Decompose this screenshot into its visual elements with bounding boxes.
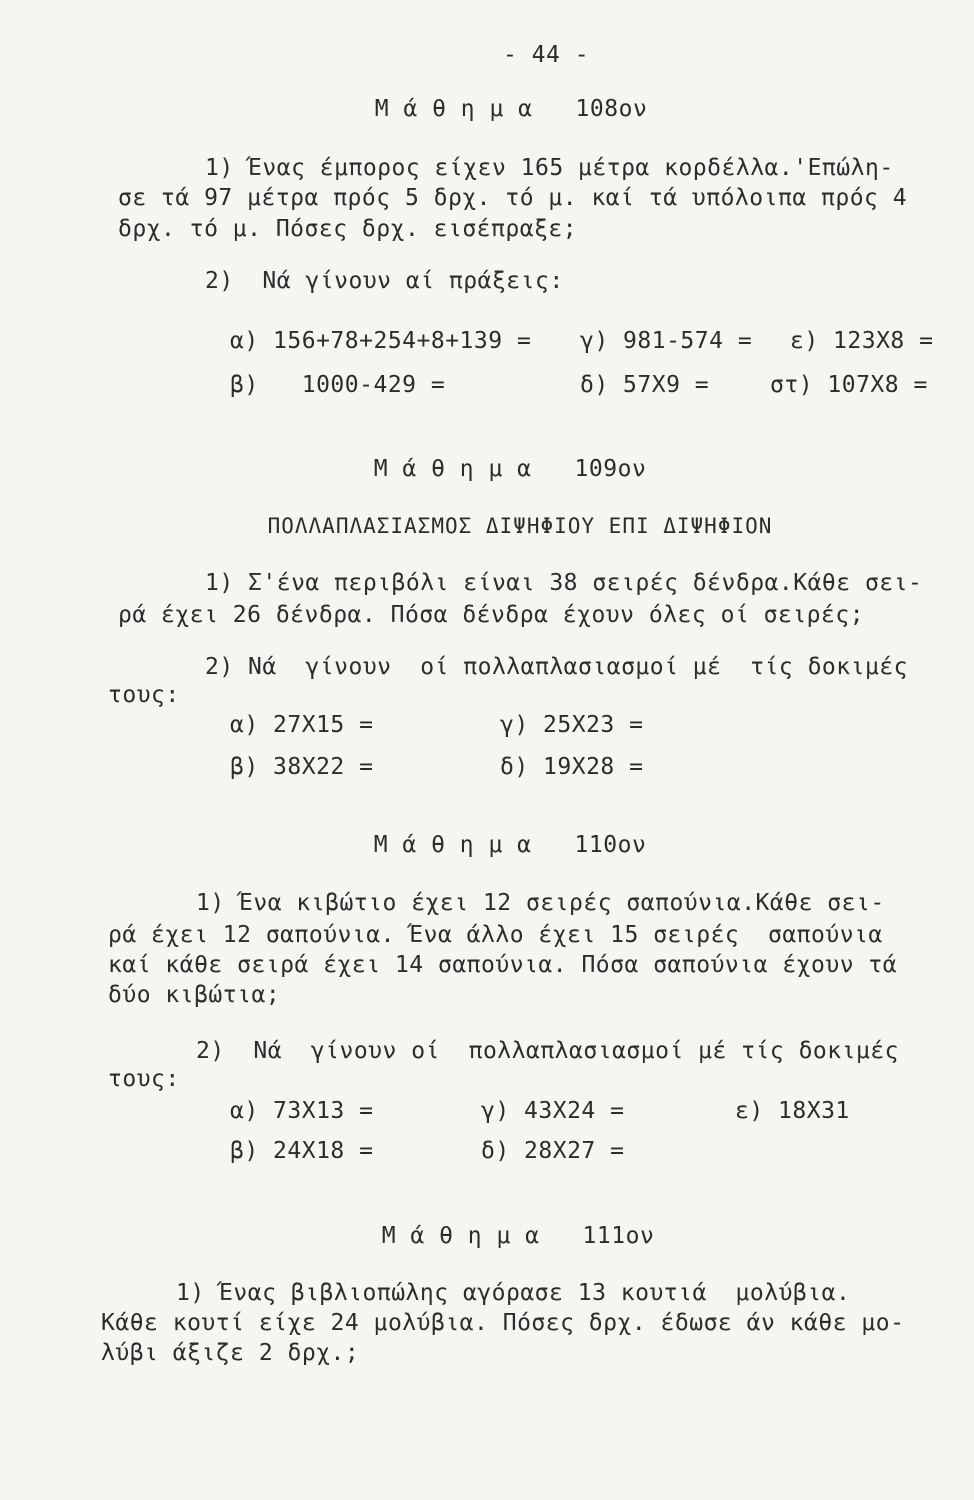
lesson-110-op-a: α) 73Χ13 =	[230, 1098, 374, 1124]
lesson-110-problem-2: 2) Νά γίνουν οί πολλαπλασιασμοί μέ τίς δοκιμές	[196, 1038, 900, 1064]
lesson-109-problem-1-line-1: 1) Σ'ένα περιβόλι είναι 38 σειρές δένδρα.Κάθε σει-	[205, 570, 923, 596]
lesson-108-title: Μ ά θ η μ α 108ον	[374, 96, 648, 122]
lesson-110-op-e: ε) 18Χ31	[735, 1098, 850, 1124]
lesson-110-problem-1-line-1: 1) Ένα κιβώτιο έχει 12 σειρές σαπούνια.Κάθε σει-	[196, 890, 885, 916]
lesson-109-op-a: α) 27Χ15 =	[230, 712, 374, 738]
lesson-109-title: Μ ά θ η μ α 109ον	[373, 456, 647, 482]
lesson-110-op-b: β) 24Χ18 =	[230, 1138, 374, 1164]
lesson-110-problem-2-tail: τους:	[108, 1066, 180, 1092]
lesson-110-title: Μ ά θ η μ α 110ον	[373, 832, 647, 858]
lesson-108-problem-1-line-1: 1) Ένας έμπορος είχεν 165 μέτρα κορδέλλα.'Επώλη-	[205, 155, 894, 181]
lesson-109-problem-2: 2) Νά γίνουν οί πολλαπλασιασμοί μέ τίς δοκιμές	[205, 654, 909, 680]
lesson-110-problem-1-line-2: ρά έχει 12 σαπούνια. Ένα άλλο έχει 15 σειρές σαπούνια	[108, 922, 883, 948]
lesson-109-subtitle: ΠΟΛΛΑΠΛΑΣΙΑΣΜΟΣ ΔΙΨΗΦΙΟΥ ΕΠΙ ΔΙΨΗΦΙΟΝ	[267, 514, 773, 538]
lesson-110-op-g: γ) 43Χ24 =	[481, 1098, 625, 1124]
lesson-111-problem-1-line-2: Κάθε κουτί είχε 24 μολύβια. Πόσες δρχ. έδωσε άν κάθε μο-	[101, 1310, 905, 1336]
lesson-108-op-e: ε) 123Χ8 =	[790, 328, 934, 354]
page-number: - 44 -	[502, 42, 590, 68]
lesson-108-op-a: α) 156+78+254+8+139 =	[230, 328, 532, 354]
lesson-108-op-b: β) 1000-429 =	[230, 372, 446, 398]
lesson-110-problem-1-line-4: δύο κιβώτια;	[108, 982, 281, 1008]
lesson-111-title: Μ ά θ η μ α 111ον	[381, 1223, 655, 1249]
lesson-108-op-st: στ) 107Χ8 =	[770, 372, 928, 398]
lesson-111-problem-1-line-3: λύβι άξιζε 2 δρχ.;	[101, 1340, 360, 1366]
lesson-108-op-g: γ) 981-574 =	[580, 328, 753, 354]
lesson-109-op-d: δ) 19Χ28 =	[500, 754, 644, 780]
lesson-108-op-d: δ) 57Χ9 =	[580, 372, 710, 398]
lesson-111-problem-1-line-1: 1) Ένας βιβλιοπώλης αγόρασε 13 κουτιά μολύβια.	[176, 1280, 851, 1306]
lesson-109-problem-2-tail: τους:	[108, 682, 180, 708]
lesson-108-problem-1-line-3: δρχ. τό μ. Πόσες δρχ. εισέπραξε;	[118, 216, 578, 242]
lesson-109-op-g: γ) 25Χ23 =	[500, 712, 644, 738]
lesson-110-op-d: δ) 28Χ27 =	[481, 1138, 625, 1164]
lesson-110-problem-1-line-3: καί κάθε σειρά έχει 14 σαπούνια. Πόσα σαπούνια έχουν τά	[108, 952, 898, 978]
lesson-108-problem-2: 2) Νά γίνουν αί πράξεις:	[205, 268, 564, 294]
lesson-109-problem-1-line-2: ρά έχει 26 δένδρα. Πόσα δένδρα έχουν όλες οί σειρές;	[118, 602, 865, 628]
lesson-108-problem-1-line-2: σε τά 97 μέτρα πρός 5 δρχ. τό μ. καί τά υπόλοιπα πρός 4	[118, 185, 908, 211]
lesson-109-op-b: β) 38Χ22 =	[230, 754, 374, 780]
